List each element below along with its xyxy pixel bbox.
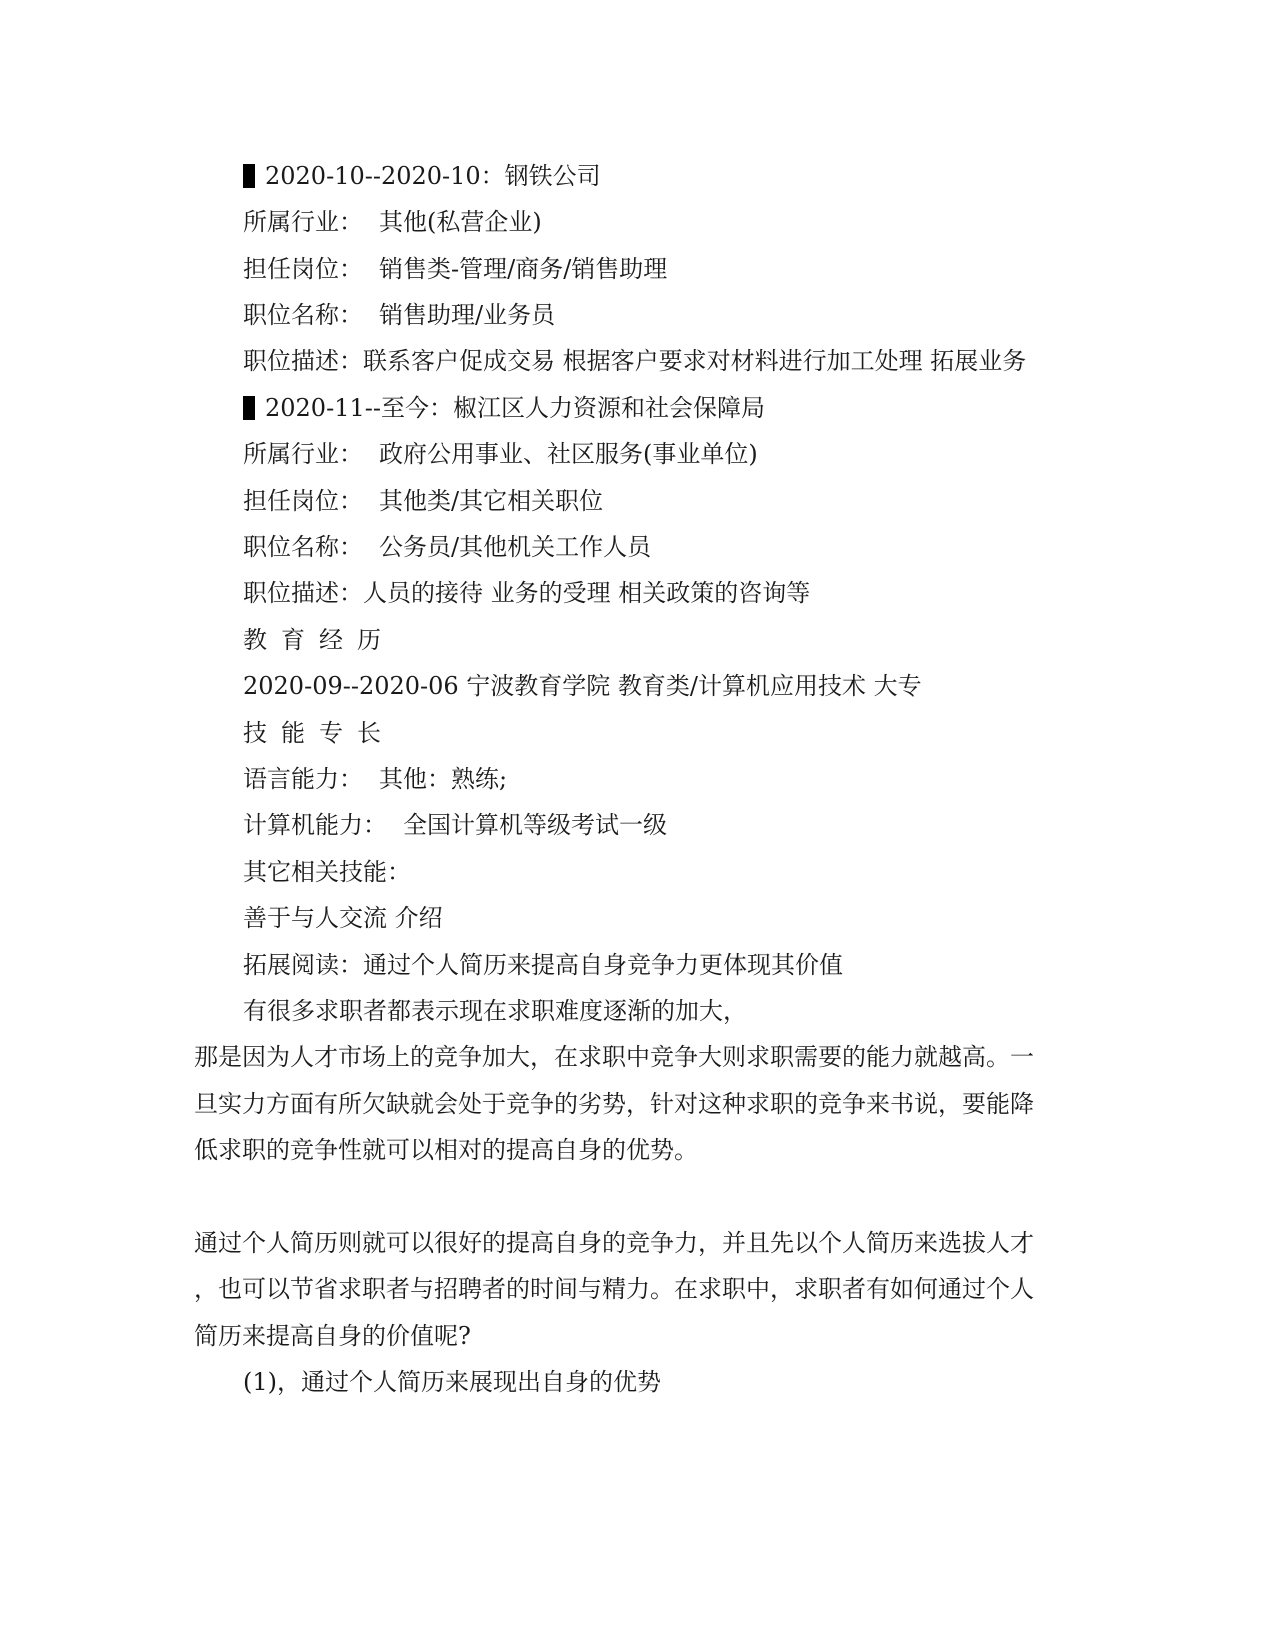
- job-2-period-company: 2020-11--至今：椒江区人力资源和社会保障局: [265, 394, 765, 422]
- paragraph-2-line: 简历来提高自身的价值呢?: [194, 1322, 471, 1350]
- paragraph-2-line: 通过个人简历则就可以很好的提高自身的竞争力，并且先以个人简历来选拔人才: [194, 1229, 1034, 1257]
- industry-label: 所属行业：: [243, 208, 363, 236]
- job-1-period-company: 2020-10--2020-10：钢铁公司: [265, 162, 601, 190]
- job-1-header: [243, 161, 601, 191]
- post-label: 担任岗位：: [243, 255, 363, 283]
- bullet-marker: [243, 396, 255, 420]
- education-entry: 2020-09--2020-06 宁波教育学院 教育类/计算机应用技术 大专: [243, 672, 922, 700]
- title-label: 职位名称：: [243, 533, 363, 561]
- other-skills-value: 善于与人交流 介绍: [243, 904, 443, 932]
- bullet-marker: [243, 164, 255, 188]
- paragraph-1-line: 那是因为人才市场上的竞争加大，在求职中竞争大则求职需要的能力就越高。一: [194, 1043, 1034, 1071]
- desc-label: 职位描述：: [243, 347, 363, 375]
- computer-value: 全国计算机等级考试一级: [403, 811, 667, 839]
- job-2-post: [243, 486, 603, 516]
- title-value: 公务员/其他机关工作人员: [379, 533, 652, 561]
- industry-label: 所属行业：: [243, 440, 363, 468]
- industry-value: 其他(私营企业): [379, 208, 542, 236]
- language-value: 其他：熟练;: [379, 765, 508, 793]
- post-value: 销售类-管理/商务/销售助理: [379, 255, 668, 283]
- job-2-desc: [243, 578, 810, 608]
- job-1-post: [243, 254, 667, 284]
- title-label: 职位名称：: [243, 301, 363, 329]
- post-label: 担任岗位：: [243, 487, 363, 515]
- other-skills-label: 其它相关技能：: [243, 858, 411, 886]
- paragraph-1-line: 旦实力方面有所欠缺就会处于竞争的劣势，针对这种求职的竞争来书说，要能降: [194, 1090, 1034, 1118]
- desc-label: 职位描述：: [243, 579, 363, 607]
- paragraph-1-line: 低求职的竞争性就可以相对的提高自身的优势。: [194, 1136, 698, 1164]
- job-2-title: [243, 532, 651, 562]
- industry-value: 政府公用事业、社区服务(事业单位): [379, 440, 758, 468]
- point-1: (1)，通过个人简历来展现出自身的优势: [243, 1368, 661, 1396]
- computer-label: 计算机能力：: [243, 811, 387, 839]
- job-2-header: [243, 393, 765, 423]
- job-1-industry: [243, 207, 542, 237]
- job-1-title: [243, 300, 555, 330]
- desc-value: 人员的接待 业务的受理 相关政策的咨询等: [363, 579, 811, 607]
- extended-reading-title: 拓展阅读：通过个人简历来提高自身竞争力更体现其价值: [243, 951, 843, 979]
- post-value: 其他类/其它相关职位: [379, 487, 604, 515]
- desc-value: 联系客户促成交易 根据客户要求对材料进行加工处理 拓展业务: [363, 347, 1027, 375]
- job-1-desc: [243, 346, 1026, 376]
- title-value: 销售助理/业务员: [379, 301, 556, 329]
- language-skill: [243, 764, 507, 794]
- paragraph-2-line: ，也可以节省求职者与招聘者的时间与精力。在求职中，求职者有如何通过个人: [194, 1275, 1034, 1303]
- computer-skill: [243, 810, 667, 840]
- job-2-industry: [243, 439, 758, 469]
- paragraph-1-first-line: 有很多求职者都表示现在求职难度逐渐的加大，: [243, 997, 747, 1025]
- skills-heading: 技能专长: [243, 719, 395, 747]
- language-label: 语言能力：: [243, 765, 363, 793]
- education-heading: 教育经历: [243, 626, 395, 654]
